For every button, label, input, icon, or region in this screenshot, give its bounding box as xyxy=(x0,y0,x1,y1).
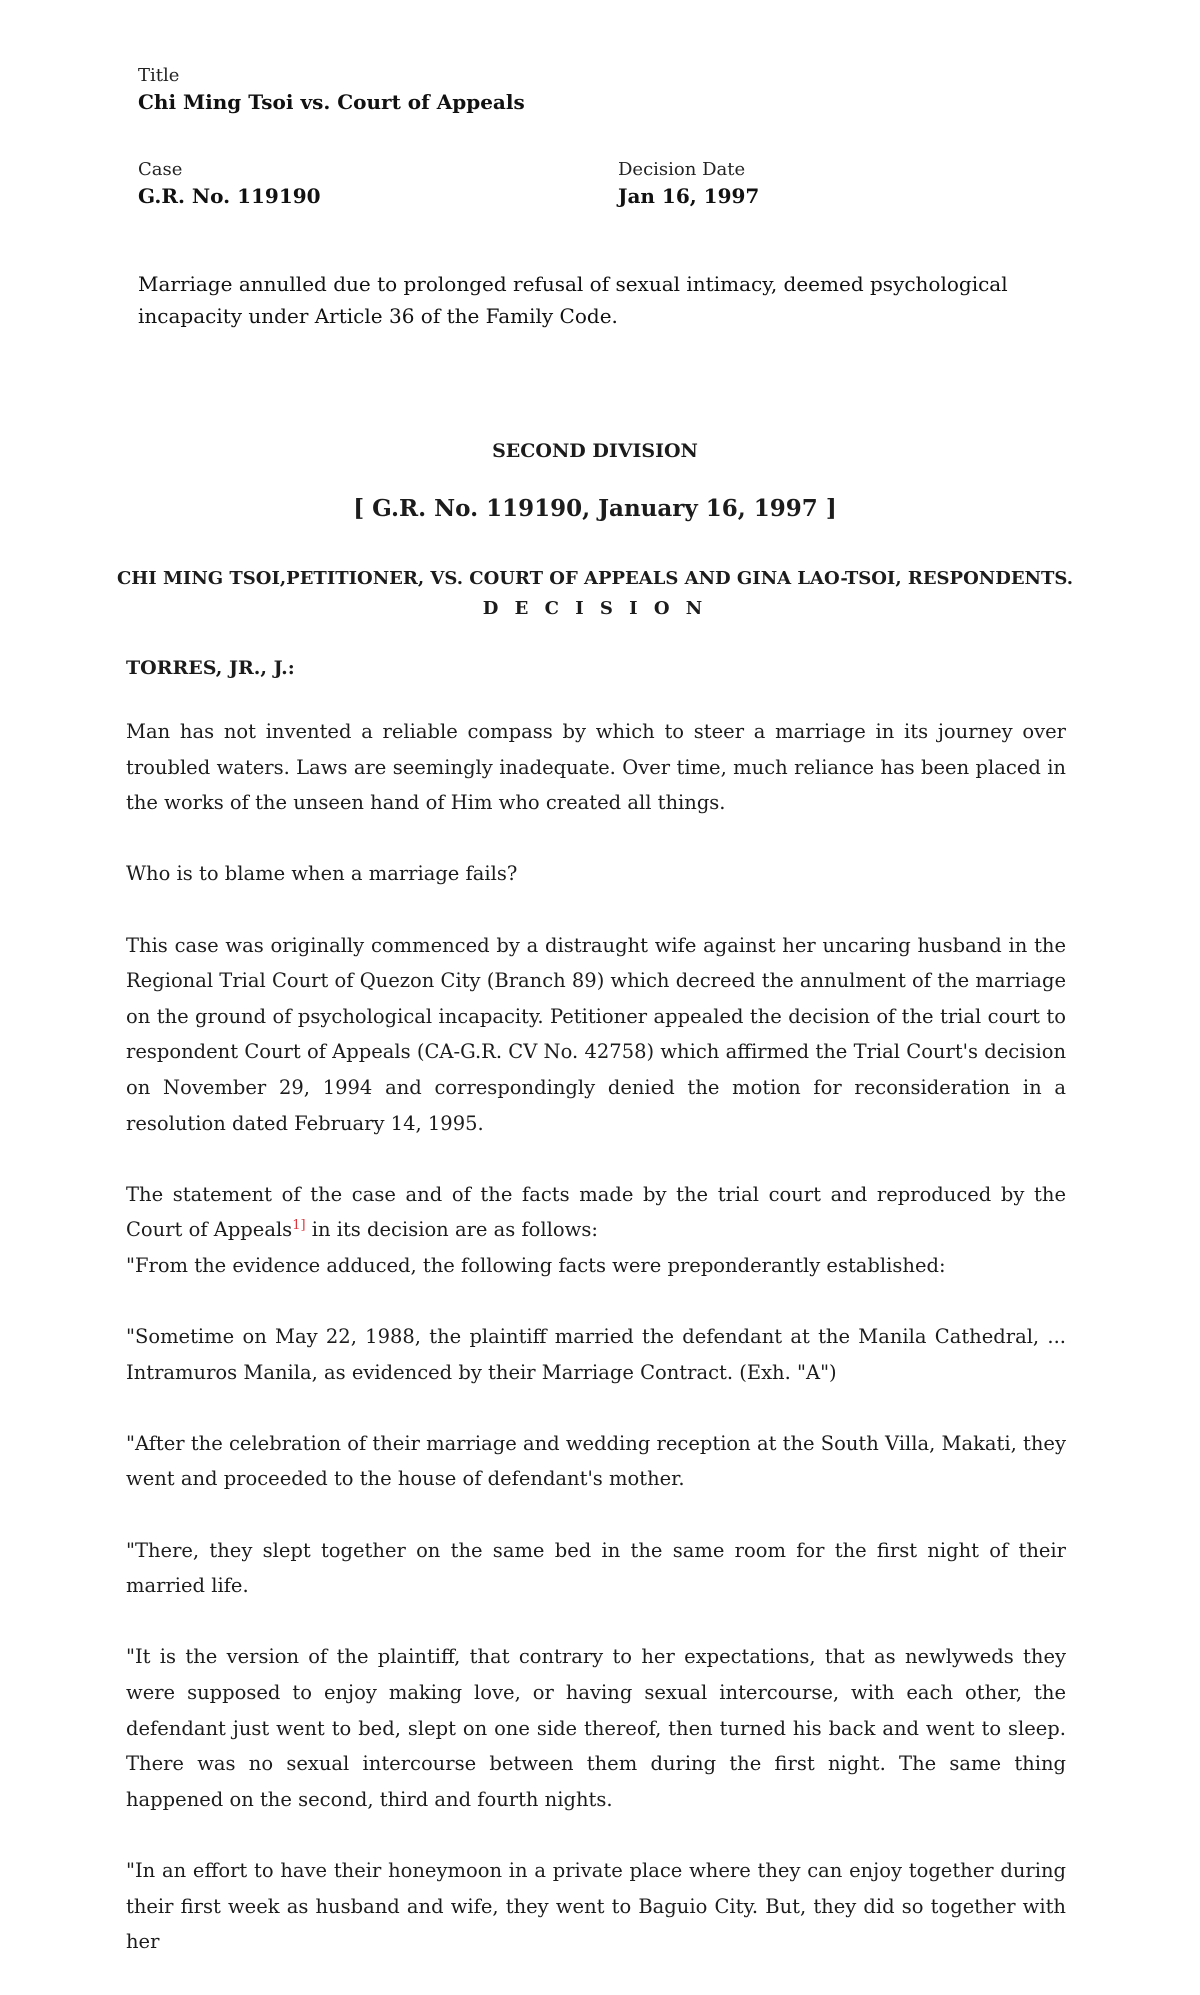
paragraph: Who is to blame when a marriage fails? xyxy=(126,862,518,886)
parties-text: CHI MING TSOI,PETITIONER, VS. COURT OF APPEALS AND GINA LAO-TSOI, RESPONDENTS. xyxy=(116,568,1074,589)
title-label: Title xyxy=(138,65,180,86)
paragraph: This case was originally commenced by a distraught wife against her uncaring husband in the Regional Trial Court of Quezon City (Branch 89) which decreed the annulment of the marriage on the ground of psychological incapacity. Petitioner appealed the decision of the trial court to respondent Court of Appeals (CA-G.R. CV No. 42758) which affirmed the Trial Court's decision on November 29, 1994 and correspondingly denied the motion for reconsideration in a resolution dated February 14, 1995. xyxy=(126,933,1066,1135)
quoted-paragraph: "It is the version of the plaintiff, that contrary to her expectations, that as newlyweds they were supposed to enjoy making love, or having sexual intercourse, with each other, the defendant just went to bed, slept on one side thereof, then turned his back and went to sleep. There was no sexual intercourse between them during the first night. The same thing happened on the second, third and fourth nights. xyxy=(126,1645,1066,1811)
decision-heading: D E C I S I O N xyxy=(482,598,708,619)
quoted-paragraph: "In an effort to have their honeymoon in a private place where they can enjoy together during their first week as husband and wife, they went to Baguio City. But, they did so together with her xyxy=(126,1859,1066,1954)
statement-before: The statement of the case and of the facts made by the trial court and reproduced by the Court of Appeals xyxy=(126,1182,1066,1242)
decision-date: Jan 16, 1997 xyxy=(618,184,760,208)
division-heading: SECOND DIVISION xyxy=(492,440,698,462)
gr-number-heading: [ G.R. No. 119190, January 16, 1997 ] xyxy=(353,495,837,522)
case-summary: Marriage annulled due to prolonged refusal of sexual intimacy, deemed psychological incapacity under Article 36 of the Family Code. xyxy=(138,272,1008,328)
quoted-paragraph: "Sometime on May 22, 1988, the plaintiff married the defendant at the Manila Cathedral, ... Intramuros Manila, as evidenced by their Marriage Contract. (Exh. "A") xyxy=(126,1325,1066,1384)
parties-heading xyxy=(0,564,1190,624)
paragraph xyxy=(126,1177,1066,1248)
title-field xyxy=(138,64,1018,116)
quoted-paragraph: "There, they slept together on the same bed in the same room for the first night of their married life. xyxy=(126,1538,1066,1598)
case-label: Case xyxy=(138,159,183,180)
case-title: Chi Ming Tsoi vs. Court of Appeals xyxy=(138,90,525,114)
case-number: G.R. No. 119190 xyxy=(138,184,321,208)
footnote-link[interactable]: 1] xyxy=(292,1218,306,1234)
quote-intro: "From the evidence adduced, the following facts were preponderantly established: xyxy=(126,1253,946,1277)
paragraph: Man has not invented a reliable compass by which to steer a marriage in its journey over troubled waters. Laws are seemingly inadequate. Over time, much reliance has been placed in the works of the unseen hand of Him who created all things. xyxy=(126,720,1066,815)
decision-date-label: Decision Date xyxy=(618,159,746,180)
decision-body xyxy=(126,714,1066,1995)
statement-after: in its decision are as follows: xyxy=(305,1218,598,1242)
quoted-paragraph: "After the celebration of their marriage and wedding reception at the South Villa, Makati, they went and proceeded to the house of defendant's mother. xyxy=(126,1431,1066,1491)
ponente: TORRES, JR., J.: xyxy=(126,657,295,679)
decision-date-field xyxy=(618,158,1018,210)
